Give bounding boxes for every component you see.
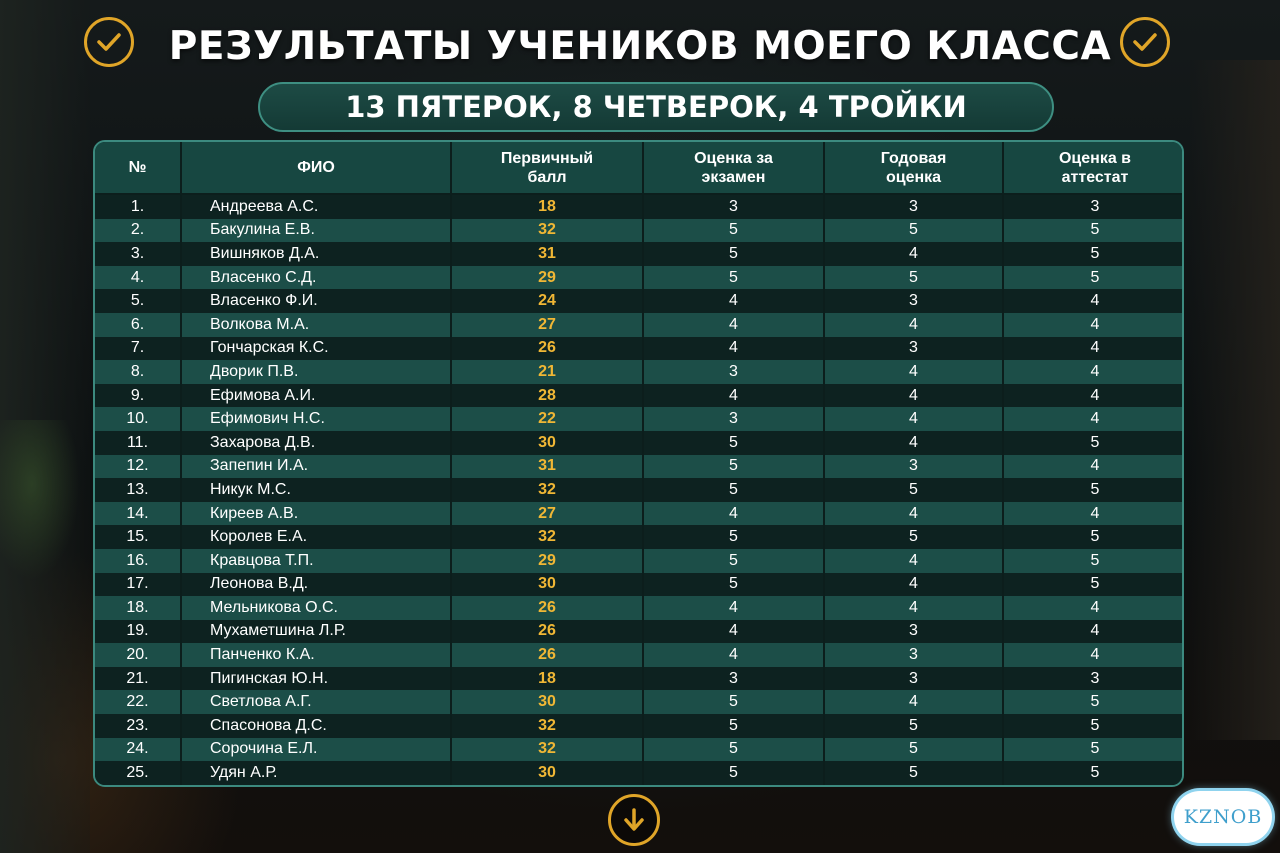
cell-number: 3. bbox=[95, 242, 181, 266]
cell-number: 2. bbox=[95, 219, 181, 243]
cell-number: 22. bbox=[95, 690, 181, 714]
cell-exam-grade: 4 bbox=[643, 502, 824, 526]
cell-name: Сорочина Е.Л. bbox=[181, 738, 451, 762]
cell-primary-score: 30 bbox=[451, 573, 643, 597]
cell-primary-score: 27 bbox=[451, 313, 643, 337]
cell-name: Власенко С.Д. bbox=[181, 266, 451, 290]
cell-exam-grade: 5 bbox=[643, 573, 824, 597]
subtitle-banner: 13 ПЯТЕРОК, 8 ЧЕТВЕРОК, 4 ТРОЙКИ bbox=[258, 82, 1054, 132]
cell-name: Андреева А.С. bbox=[181, 194, 451, 219]
cell-certificate-grade: 4 bbox=[1003, 360, 1184, 384]
cell-certificate-grade: 5 bbox=[1003, 714, 1184, 738]
cell-certificate-grade: 4 bbox=[1003, 289, 1184, 313]
watermark-logo bbox=[1170, 785, 1276, 849]
table-row bbox=[95, 407, 1184, 431]
cell-number: 18. bbox=[95, 596, 181, 620]
table-row bbox=[95, 242, 1184, 266]
cell-name: Пигинская Ю.Н. bbox=[181, 667, 451, 691]
cell-number: 5. bbox=[95, 289, 181, 313]
cell-exam-grade: 5 bbox=[643, 738, 824, 762]
cell-certificate-grade: 5 bbox=[1003, 266, 1184, 290]
cell-year-grade: 5 bbox=[824, 525, 1003, 549]
cell-year-grade: 4 bbox=[824, 431, 1003, 455]
cell-name: Вишняков Д.А. bbox=[181, 242, 451, 266]
cell-year-grade: 4 bbox=[824, 313, 1003, 337]
cell-year-grade: 4 bbox=[824, 690, 1003, 714]
check-icon bbox=[1120, 17, 1170, 67]
cell-primary-score: 26 bbox=[451, 643, 643, 667]
cell-name: Леонова В.Д. bbox=[181, 573, 451, 597]
cell-name: Мухаметшина Л.Р. bbox=[181, 620, 451, 644]
cell-primary-score: 32 bbox=[451, 525, 643, 549]
cell-number: 6. bbox=[95, 313, 181, 337]
cell-certificate-grade: 5 bbox=[1003, 478, 1184, 502]
cell-exam-grade: 5 bbox=[643, 714, 824, 738]
cell-name: Спасонова Д.С. bbox=[181, 714, 451, 738]
column-header-name: ФИО bbox=[181, 142, 451, 194]
cell-exam-grade: 5 bbox=[643, 761, 824, 785]
cell-name: Киреев А.В. bbox=[181, 502, 451, 526]
table-row bbox=[95, 738, 1184, 762]
cell-certificate-grade: 5 bbox=[1003, 738, 1184, 762]
cell-number: 20. bbox=[95, 643, 181, 667]
cell-year-grade: 5 bbox=[824, 714, 1003, 738]
cell-name: Власенко Ф.И. bbox=[181, 289, 451, 313]
cell-year-grade: 4 bbox=[824, 596, 1003, 620]
cell-name: Панченко К.А. bbox=[181, 643, 451, 667]
column-header-year-grade: Годовая оценка bbox=[824, 142, 1003, 194]
cell-name: Удян А.Р. bbox=[181, 761, 451, 785]
cell-certificate-grade: 5 bbox=[1003, 573, 1184, 597]
table-row bbox=[95, 643, 1184, 667]
cell-exam-grade: 4 bbox=[643, 337, 824, 361]
cell-year-grade: 4 bbox=[824, 384, 1003, 408]
cell-certificate-grade: 3 bbox=[1003, 194, 1184, 219]
cell-number: 13. bbox=[95, 478, 181, 502]
cell-primary-score: 22 bbox=[451, 407, 643, 431]
cell-name: Захарова Д.В. bbox=[181, 431, 451, 455]
cell-number: 17. bbox=[95, 573, 181, 597]
table-row bbox=[95, 478, 1184, 502]
cell-name: Королев Е.А. bbox=[181, 525, 451, 549]
cell-year-grade: 4 bbox=[824, 549, 1003, 573]
cell-exam-grade: 5 bbox=[643, 478, 824, 502]
cell-number: 8. bbox=[95, 360, 181, 384]
cell-number: 23. bbox=[95, 714, 181, 738]
cell-name: Дворик П.В. bbox=[181, 360, 451, 384]
cell-certificate-grade: 4 bbox=[1003, 313, 1184, 337]
table-row bbox=[95, 714, 1184, 738]
table-header-row bbox=[95, 142, 1184, 194]
cell-number: 1. bbox=[95, 194, 181, 219]
table-row bbox=[95, 194, 1184, 219]
background-shelf-right bbox=[1190, 60, 1280, 740]
cell-primary-score: 32 bbox=[451, 738, 643, 762]
cell-number: 15. bbox=[95, 525, 181, 549]
cell-primary-score: 26 bbox=[451, 337, 643, 361]
cell-exam-grade: 5 bbox=[643, 525, 824, 549]
cell-exam-grade: 4 bbox=[643, 289, 824, 313]
cell-year-grade: 4 bbox=[824, 502, 1003, 526]
cell-certificate-grade: 4 bbox=[1003, 337, 1184, 361]
arrow-down-icon[interactable] bbox=[608, 794, 660, 846]
cell-primary-score: 29 bbox=[451, 549, 643, 573]
table-row bbox=[95, 266, 1184, 290]
cell-certificate-grade: 4 bbox=[1003, 455, 1184, 479]
cell-primary-score: 32 bbox=[451, 478, 643, 502]
cell-year-grade: 4 bbox=[824, 573, 1003, 597]
cell-exam-grade: 3 bbox=[643, 407, 824, 431]
cell-primary-score: 21 bbox=[451, 360, 643, 384]
cell-year-grade: 3 bbox=[824, 667, 1003, 691]
cell-name: Ефимович Н.С. bbox=[181, 407, 451, 431]
cell-exam-grade: 4 bbox=[643, 620, 824, 644]
title-row bbox=[0, 14, 1280, 78]
cell-name: Гончарская К.С. bbox=[181, 337, 451, 361]
column-header-primary-score: Первичный балл bbox=[451, 142, 643, 194]
table-body bbox=[95, 194, 1184, 785]
cell-certificate-grade: 4 bbox=[1003, 620, 1184, 644]
cell-certificate-grade: 5 bbox=[1003, 431, 1184, 455]
cell-primary-score: 30 bbox=[451, 690, 643, 714]
cell-certificate-grade: 4 bbox=[1003, 502, 1184, 526]
table-row bbox=[95, 667, 1184, 691]
cell-number: 16. bbox=[95, 549, 181, 573]
page-title: РЕЗУЛЬТАТЫ УЧЕНИКОВ МОЕГО КЛАССА bbox=[168, 23, 1112, 69]
column-header-number: № bbox=[95, 142, 181, 194]
cell-certificate-grade: 4 bbox=[1003, 407, 1184, 431]
cell-certificate-grade: 5 bbox=[1003, 525, 1184, 549]
cell-year-grade: 3 bbox=[824, 337, 1003, 361]
cell-year-grade: 5 bbox=[824, 478, 1003, 502]
cell-primary-score: 32 bbox=[451, 714, 643, 738]
cell-exam-grade: 5 bbox=[643, 219, 824, 243]
table-row bbox=[95, 549, 1184, 573]
cell-certificate-grade: 5 bbox=[1003, 549, 1184, 573]
cell-primary-score: 26 bbox=[451, 620, 643, 644]
cell-exam-grade: 5 bbox=[643, 431, 824, 455]
cell-exam-grade: 5 bbox=[643, 549, 824, 573]
cell-number: 9. bbox=[95, 384, 181, 408]
logo-text: KZNOB bbox=[1183, 806, 1263, 828]
cell-certificate-grade: 5 bbox=[1003, 690, 1184, 714]
cell-certificate-grade: 5 bbox=[1003, 242, 1184, 266]
table-row bbox=[95, 431, 1184, 455]
cell-year-grade: 5 bbox=[824, 219, 1003, 243]
cell-exam-grade: 4 bbox=[643, 384, 824, 408]
cell-number: 25. bbox=[95, 761, 181, 785]
cell-name: Светлова А.Г. bbox=[181, 690, 451, 714]
cell-number: 14. bbox=[95, 502, 181, 526]
table-row bbox=[95, 596, 1184, 620]
table-row bbox=[95, 525, 1184, 549]
cell-name: Бакулина Е.В. bbox=[181, 219, 451, 243]
cell-primary-score: 24 bbox=[451, 289, 643, 313]
table-row bbox=[95, 690, 1184, 714]
cell-number: 24. bbox=[95, 738, 181, 762]
table-row bbox=[95, 761, 1184, 785]
cell-certificate-grade: 3 bbox=[1003, 667, 1184, 691]
table-row bbox=[95, 455, 1184, 479]
cell-certificate-grade: 5 bbox=[1003, 761, 1184, 785]
cell-number: 4. bbox=[95, 266, 181, 290]
cell-year-grade: 4 bbox=[824, 407, 1003, 431]
cell-year-grade: 4 bbox=[824, 360, 1003, 384]
cell-primary-score: 18 bbox=[451, 194, 643, 219]
cell-year-grade: 5 bbox=[824, 266, 1003, 290]
table-row bbox=[95, 337, 1184, 361]
table-row bbox=[95, 289, 1184, 313]
cell-name: Кравцова Т.П. bbox=[181, 549, 451, 573]
cell-primary-score: 32 bbox=[451, 219, 643, 243]
cell-year-grade: 5 bbox=[824, 761, 1003, 785]
cell-certificate-grade: 4 bbox=[1003, 384, 1184, 408]
cell-year-grade: 3 bbox=[824, 643, 1003, 667]
table-row bbox=[95, 219, 1184, 243]
cell-year-grade: 3 bbox=[824, 620, 1003, 644]
column-header-exam-grade: Оценка за экзамен bbox=[643, 142, 824, 194]
cell-year-grade: 3 bbox=[824, 194, 1003, 219]
cell-exam-grade: 4 bbox=[643, 596, 824, 620]
cell-certificate-grade: 4 bbox=[1003, 596, 1184, 620]
cell-name: Волкова М.А. bbox=[181, 313, 451, 337]
cell-primary-score: 26 bbox=[451, 596, 643, 620]
cell-exam-grade: 5 bbox=[643, 455, 824, 479]
background-plant bbox=[0, 420, 80, 580]
cell-year-grade: 3 bbox=[824, 455, 1003, 479]
cell-primary-score: 18 bbox=[451, 667, 643, 691]
table-row bbox=[95, 313, 1184, 337]
cell-primary-score: 31 bbox=[451, 455, 643, 479]
cell-name: Никук М.С. bbox=[181, 478, 451, 502]
cell-name: Запепин И.А. bbox=[181, 455, 451, 479]
table-row bbox=[95, 620, 1184, 644]
results-table bbox=[93, 140, 1184, 787]
cell-primary-score: 31 bbox=[451, 242, 643, 266]
cell-exam-grade: 3 bbox=[643, 194, 824, 219]
cell-number: 21. bbox=[95, 667, 181, 691]
table-row bbox=[95, 502, 1184, 526]
cell-exam-grade: 5 bbox=[643, 266, 824, 290]
cell-year-grade: 5 bbox=[824, 738, 1003, 762]
cell-primary-score: 29 bbox=[451, 266, 643, 290]
cell-primary-score: 30 bbox=[451, 431, 643, 455]
cell-year-grade: 4 bbox=[824, 242, 1003, 266]
cell-name: Ефимова А.И. bbox=[181, 384, 451, 408]
cell-number: 12. bbox=[95, 455, 181, 479]
table-row bbox=[95, 384, 1184, 408]
cell-exam-grade: 4 bbox=[643, 643, 824, 667]
cell-number: 7. bbox=[95, 337, 181, 361]
cell-number: 10. bbox=[95, 407, 181, 431]
cell-exam-grade: 4 bbox=[643, 313, 824, 337]
cell-primary-score: 30 bbox=[451, 761, 643, 785]
cell-exam-grade: 5 bbox=[643, 242, 824, 266]
table-row bbox=[95, 360, 1184, 384]
cell-certificate-grade: 4 bbox=[1003, 643, 1184, 667]
column-header-certificate-grade: Оценка в аттестат bbox=[1003, 142, 1184, 194]
cell-number: 19. bbox=[95, 620, 181, 644]
cell-primary-score: 27 bbox=[451, 502, 643, 526]
table-row bbox=[95, 573, 1184, 597]
cell-certificate-grade: 5 bbox=[1003, 219, 1184, 243]
cell-year-grade: 3 bbox=[824, 289, 1003, 313]
cell-exam-grade: 5 bbox=[643, 690, 824, 714]
cell-name: Мельникова О.С. bbox=[181, 596, 451, 620]
cell-primary-score: 28 bbox=[451, 384, 643, 408]
cell-exam-grade: 3 bbox=[643, 667, 824, 691]
cell-exam-grade: 3 bbox=[643, 360, 824, 384]
cell-number: 11. bbox=[95, 431, 181, 455]
